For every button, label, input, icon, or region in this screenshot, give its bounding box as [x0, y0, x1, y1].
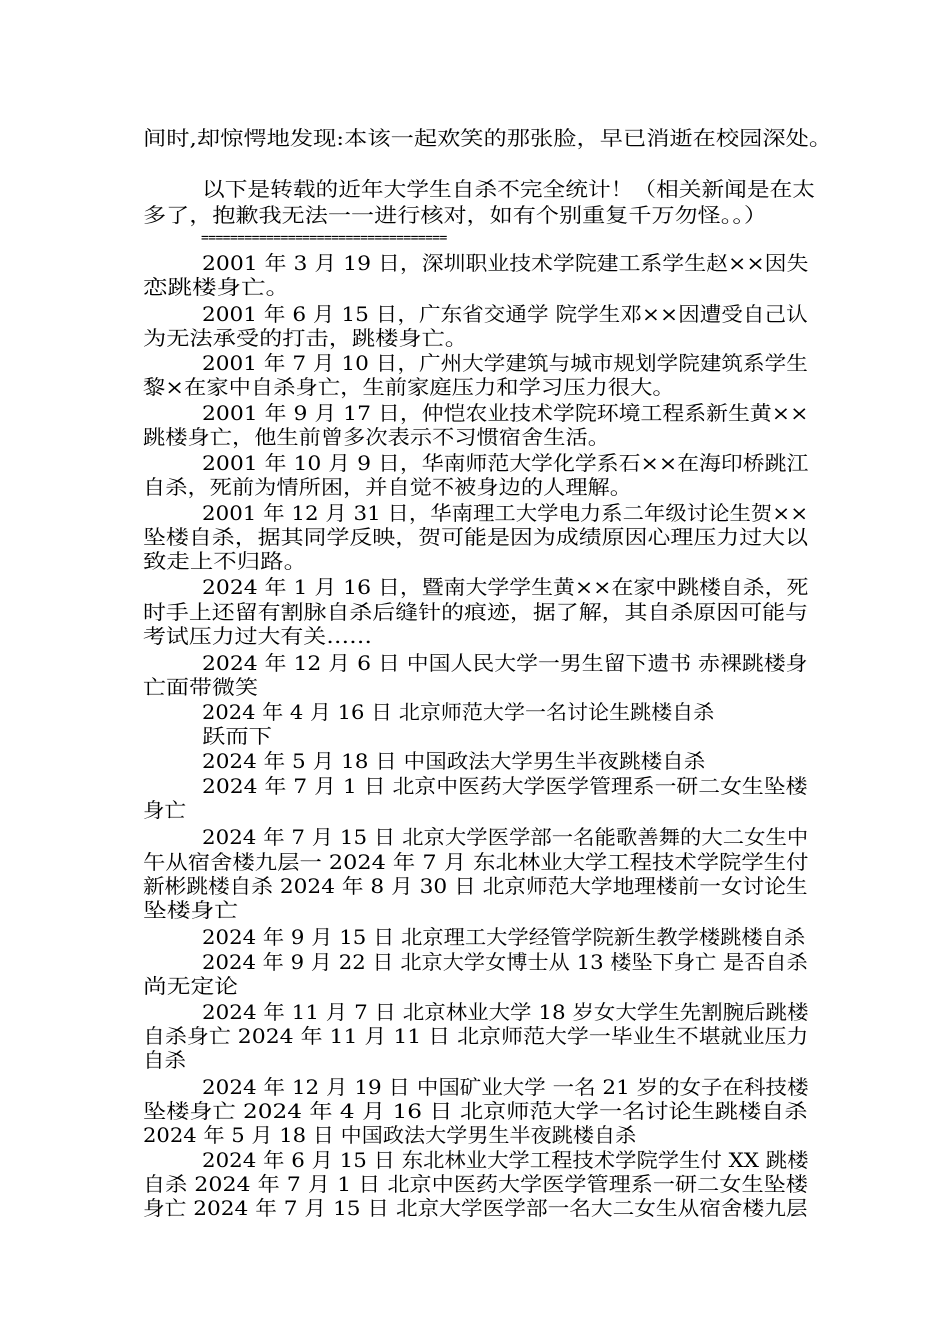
- text-line: 坠楼身亡: [143, 898, 238, 922]
- text-line: 黎×在家中自杀身亡，生前家庭压力和学习压力很大。: [143, 375, 675, 399]
- text-line: 身亡: [143, 798, 186, 822]
- text-line: 身亡 2024 年 7 月 15 日 北京大学医学部一名大二女生从宿舍楼九层: [143, 1196, 808, 1220]
- text-line: 2024 年 11 月 7 日 北京林业大学 18 岁女大学生先割腕后跳楼: [202, 1000, 809, 1024]
- text-line: 恋跳楼身亡。: [143, 275, 290, 299]
- text-line: 致走上不归路。: [143, 549, 307, 573]
- text-line: 自杀 2024 年 7 月 1 日 北京中医药大学医学管理系一研二女生坠楼: [143, 1172, 808, 1196]
- text-line: 新彬跳楼自杀 2024 年 8 月 30 日 北京师范大学地理楼前一女讨论生: [143, 874, 808, 898]
- text-line: 2024 年 5 月 18 日 中国政法大学男生半夜跳楼自杀: [202, 749, 706, 773]
- text-line: 2024 年 5 月 18 日 中国政法大学男生半夜跳楼自杀: [143, 1123, 637, 1147]
- text-line: 2024 年 1 月 16 日，暨南大学学生黄××在家中跳楼自杀，死: [202, 575, 809, 599]
- text-line: 午从宿舍楼九层一 2024 年 7 月 东北林业大学工程技术学院学生付: [143, 850, 809, 874]
- text-line: 2001 年 9 月 17 日，仲恺农业技术学院环境工程系新生黄××: [202, 401, 809, 425]
- text-line: 坠楼自杀，据其同学反映，贺可能是因为成绩原因心理压力过大以: [143, 525, 808, 549]
- text-line: 时手上还留有割脉自杀后缝针的痕迹，据了解，其自杀原因可能与: [143, 600, 808, 624]
- text-line: 2001 年 6 月 15 日，广东省交通学 院学生邓××因遭受自己认: [202, 302, 808, 326]
- text-line: 2001 年 7 月 10 日，广州大学建筑与城市规划学院建筑系学生: [202, 351, 808, 375]
- text-line: 自杀，死前为情所困，并自觉不被身边的人理解。: [143, 475, 632, 499]
- text-line: 2024 年 12 月 6 日 中国人民大学一男生留下遗书 赤裸跳楼身: [202, 651, 808, 675]
- text-line: 为无法承受的打击，跳楼身亡。: [143, 326, 468, 350]
- text-line: 跳楼身亡，他生前曾多次表示不习惯宿舍生活。: [143, 425, 610, 449]
- text-line: 2024 年 6 月 15 日 东北林业大学工程技术学院学生付 XX 跳楼: [202, 1148, 809, 1172]
- text-line: 2001 年 10 月 9 日，华南师范大学化学系石××在海印桥跳江: [202, 451, 809, 475]
- text-line: 跃而下: [202, 724, 272, 748]
- text-line: 间时,却惊愕地发现:本该一起欢笑的那张脸，早已消逝在校园深处。: [143, 126, 833, 150]
- text-line: 2024 年 12 月 19 日 中国矿业大学 一名 21 岁的女子在科技楼: [202, 1075, 809, 1099]
- text-line: 考试压力过大有关……: [143, 624, 372, 648]
- text-line: 自杀身亡 2024 年 11 月 11 日 北京师范大学一毕业生不堪就业压力: [143, 1024, 809, 1048]
- text-line: 以下是转载的近年大学生自杀不完全统计！（相关新闻是在太: [202, 177, 815, 201]
- text-line: 2024 年 4 月 16 日 北京师范大学一名讨论生跳楼自杀: [202, 700, 715, 724]
- text-line: 坠楼身亡 2024 年 4 月 16 日 北京师范大学一名讨论生跳楼自杀: [143, 1099, 808, 1123]
- text-line: 2024 年 7 月 1 日 北京中医药大学医学管理系一研二女生坠楼: [202, 774, 808, 798]
- separator-line: ==================================: [201, 231, 447, 246]
- text-line: 2001 年 3 月 19 日，深圳职业技术学院建工系学生赵××因失: [202, 251, 809, 275]
- text-line: 2001 年 12 月 31 日，华南理工大学电力系二年级讨论生贺××: [202, 501, 809, 525]
- text-line: 2024 年 9 月 15 日 北京理工大学经管学院新生教学楼跳楼自杀: [202, 925, 806, 949]
- text-line: 亡面带微笑: [143, 675, 258, 699]
- text-line: 多了，抱歉我无法一一进行核对，如有个别重复千万勿怪。。）: [143, 203, 767, 227]
- text-line: 2024 年 9 月 22 日 北京大学女博士从 13 楼坠下身亡 是否自杀: [202, 950, 808, 974]
- text-line: 尚无定论: [143, 974, 238, 998]
- text-line: 2024 年 7 月 15 日 北京大学医学部一名能歌善舞的大二女生中: [202, 825, 809, 849]
- text-line: 自杀: [143, 1048, 186, 1072]
